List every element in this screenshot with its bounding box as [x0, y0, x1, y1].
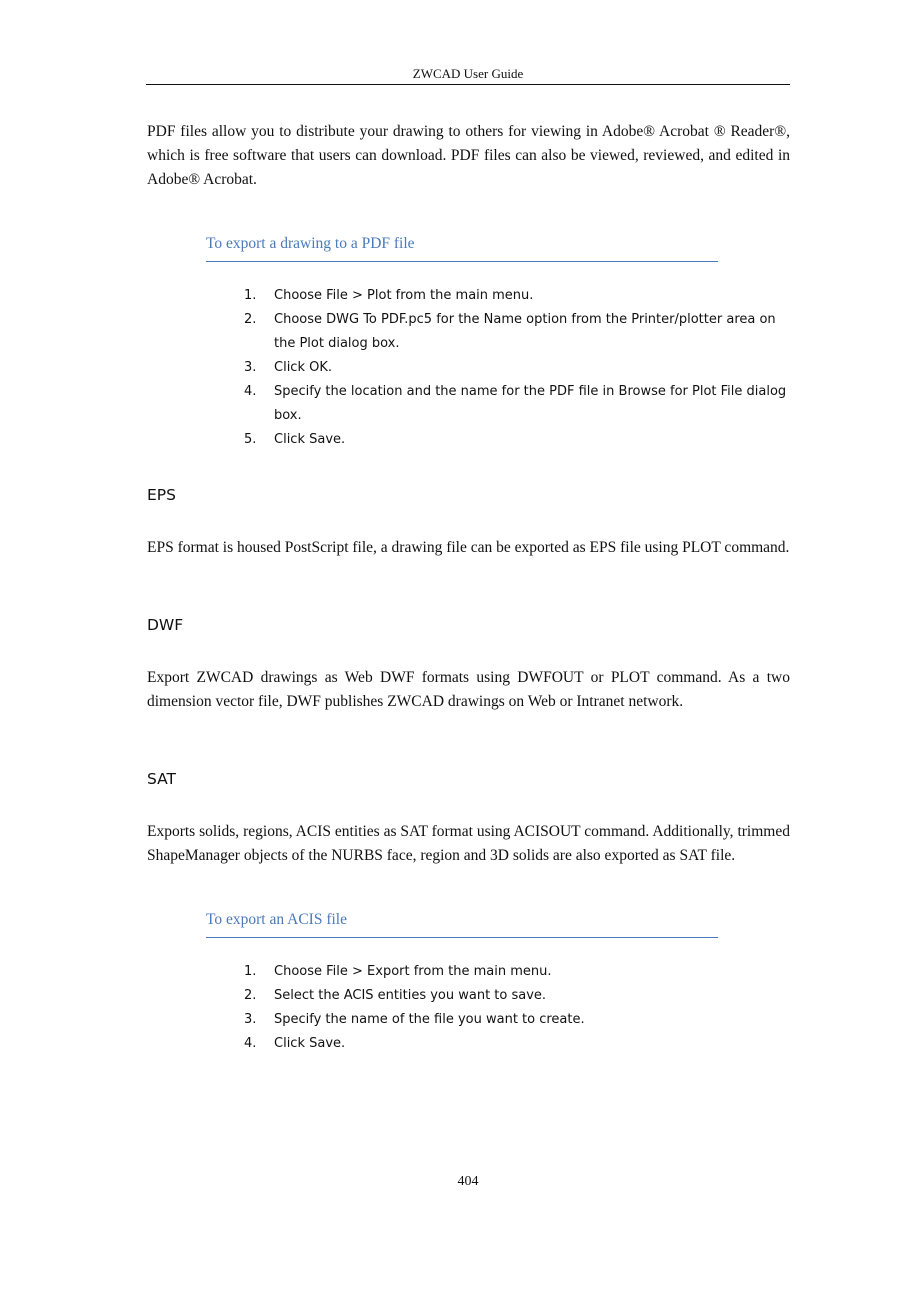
step-number: 2.	[244, 988, 257, 1003]
step-number: 3.	[244, 1012, 257, 1027]
step-number: 1.	[244, 964, 257, 979]
list-item	[244, 1008, 794, 1032]
list-item	[244, 1032, 794, 1056]
dwf-paragraph: Export ZWCAD drawings as Web DWF formats using DWFOUT or PLOT command. As a two dimension vector file, DWF publishes ZWCAD drawings on Web or Intranet network.	[147, 669, 790, 710]
step-text: Choose DWG To PDF.pc5 for the Name option from the Printer/plotter area on the Plot dialog box.	[274, 312, 776, 351]
list-item	[244, 428, 794, 452]
step-text: Click Save.	[274, 1036, 346, 1051]
step-number: 4.	[244, 1036, 257, 1051]
eps-paragraph: EPS format is housed PostScript file, a drawing file can be exported as EPS file using PLOT command.	[147, 539, 790, 556]
acis-procedure-title: To export an ACIS file	[206, 911, 718, 938]
step-number: 3.	[244, 360, 257, 375]
eps-heading: EPS	[147, 486, 176, 504]
list-item	[244, 308, 794, 356]
dwf-heading: DWF	[147, 616, 184, 634]
step-text: Choose File > Export from the main menu.	[274, 964, 552, 979]
list-item	[244, 380, 794, 428]
sat-heading: SAT	[147, 770, 176, 788]
step-text: Specify the name of the file you want to create.	[274, 1012, 585, 1027]
list-item	[244, 984, 794, 1008]
page-header: ZWCAD User Guide	[146, 66, 790, 85]
page-number: 404	[457, 1174, 479, 1189]
sat-paragraph: Exports solids, regions, ACIS entities as SAT format using ACISOUT command. Additionally, trimmed ShapeManager objects of the NURBS face, region and 3D solids are also exported as SAT file.	[147, 823, 790, 864]
step-number: 5.	[244, 432, 257, 447]
step-number: 4.	[244, 384, 257, 399]
step-text: Specify the location and the name for the PDF file in Browse for Plot File dialog box.	[274, 384, 787, 423]
step-text: Click Save.	[274, 432, 346, 447]
list-item	[244, 356, 794, 380]
pdf-procedure-title: To export a drawing to a PDF file	[206, 235, 718, 262]
step-text: Select the ACIS entities you want to save.	[274, 988, 547, 1003]
intro-paragraph: PDF files allow you to distribute your drawing to others for viewing in Adobe® Acrobat ® Reader®, which is free software that users can download. PDF files can also be viewed, reviewed, and edited in Adobe® Acrobat.	[147, 123, 790, 188]
step-text: Click OK.	[274, 360, 332, 375]
list-item	[244, 284, 794, 308]
list-item	[244, 960, 794, 984]
step-number: 1.	[244, 288, 257, 303]
step-number: 2.	[244, 312, 257, 327]
acis-steps-list	[244, 960, 794, 1056]
step-text: Choose File > Plot from the main menu.	[274, 288, 534, 303]
pdf-steps-list	[244, 284, 794, 452]
